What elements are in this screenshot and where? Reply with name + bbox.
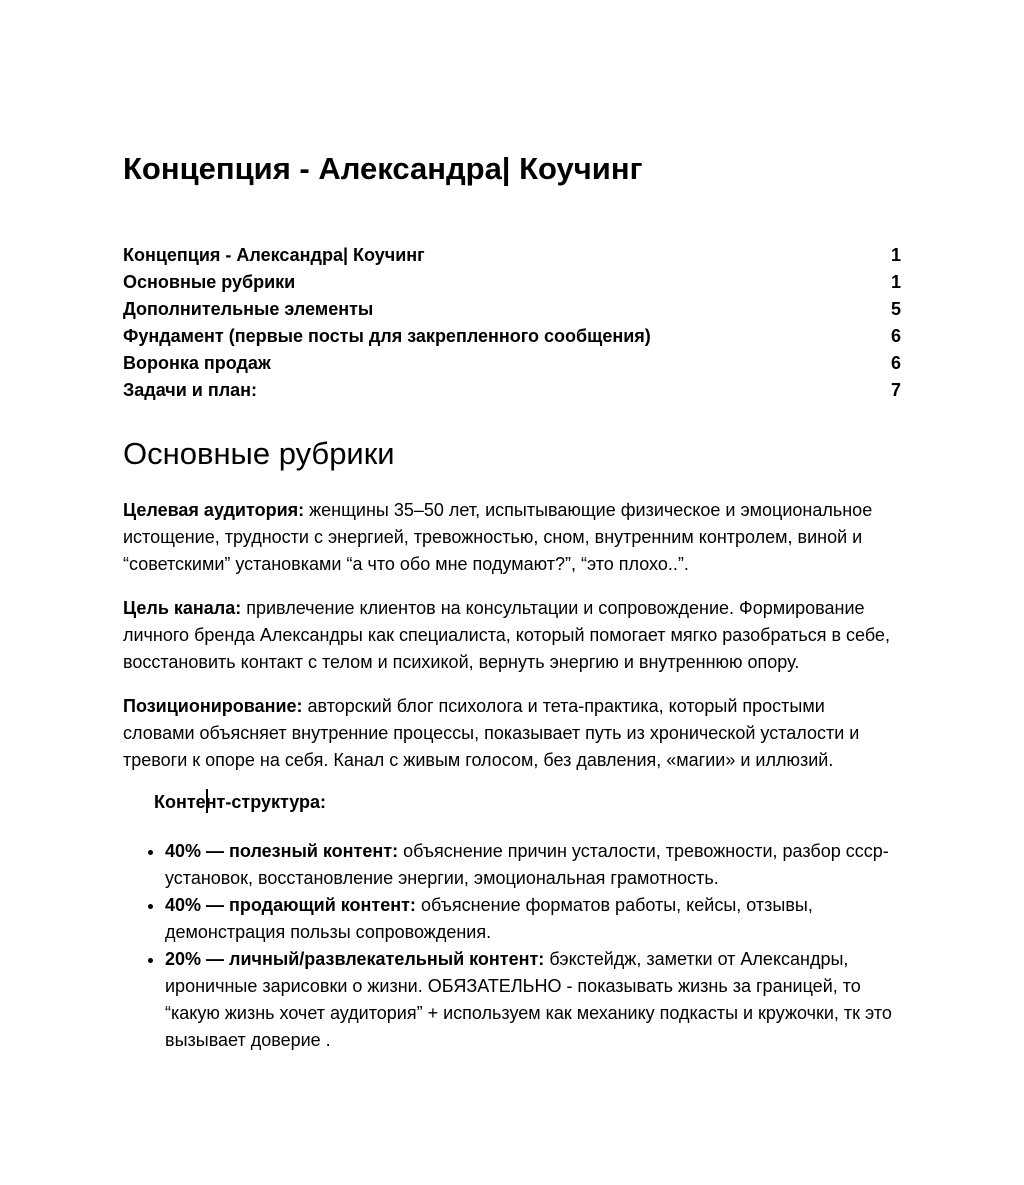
section-heading[interactable]: Основные рубрики (123, 436, 395, 471)
paragraph-lead: Позиционирование: (123, 696, 303, 716)
list-item-text: объяснение форматов работы, кейсы, отзывы, демонстрация пользы сопровождения. (165, 895, 813, 942)
toc-entry-page: 1 (890, 272, 901, 292)
paragraph-channel-goal[interactable] (123, 595, 901, 676)
toc-entry[interactable] (123, 323, 901, 350)
list-item-selling-content[interactable] (165, 892, 901, 946)
toc-entry-label: Фундамент (первые посты для закрепленного сообщения) (123, 326, 651, 346)
list-item-text: бэкстейдж, заметки от Александры, ироничные зарисовки о жизни. ОБЯЗАТЕЛЬНО - показывать жизнь за границей, то “какую жизнь хочет аудитория” + используем как механику подкасты и кружочки, тк это вызывает доверие . (165, 949, 892, 1050)
paragraph-text: авторский блог психолога и тета-практика, который простыми словами объясняет внутренние процессы, показывает путь из хронической усталости и тревоги к опоре на себя. Канал с живым голосом, без давления, «магии» и иллюзий. (123, 696, 860, 770)
list-item-lead: 40% — продающий контент: (165, 895, 416, 915)
toc-entry-label: Концепция - Александра| Коучинг (123, 245, 425, 265)
toc-entry[interactable] (123, 242, 901, 269)
list-item-personal-content[interactable] (165, 946, 901, 1054)
toc-entry-label: Основные рубрики (123, 272, 296, 292)
toc-entry[interactable] (123, 269, 901, 296)
toc-entry-label: Задачи и план: (123, 380, 258, 400)
list-item-lead: 40% — полезный контент: (165, 841, 399, 861)
paragraph-lead: Целевая аудитория: (123, 500, 305, 520)
toc-entry[interactable] (123, 377, 901, 404)
toc-entry-page: 5 (890, 299, 901, 319)
content-structure-text-after-cursor: нт-структура: (205, 792, 327, 812)
list-item-useful-content[interactable] (165, 838, 901, 892)
toc-entry-page: 1 (890, 245, 901, 265)
toc-entry[interactable] (123, 296, 901, 323)
content-structure-text-before-cursor: Конте (154, 792, 206, 812)
content-structure-label[interactable] (154, 789, 901, 816)
toc-entry-page: 6 (890, 326, 901, 346)
toc-entry-label: Дополнительные элементы (123, 299, 374, 319)
document-title[interactable]: Концепция - Александра| Коучинг (123, 151, 643, 186)
toc-entry-label: Воронка продаж (123, 353, 271, 373)
toc-entry-page: 6 (890, 353, 901, 373)
paragraph-target-audience[interactable] (123, 497, 901, 578)
toc-entry[interactable] (123, 350, 901, 377)
paragraph-positioning[interactable] (123, 693, 901, 774)
paragraph-lead: Цель канала: (123, 598, 242, 618)
paragraph-text: привлечение клиентов на консультации и сопровождение. Формирование личного бренда Александры как специалиста, который помогает мягко разобраться в себе, восстановить контакт с телом и психикой, вернуть энергию и внутреннюю опору. (123, 598, 890, 672)
list-item-text: объяснение причин усталости, тревожности, разбор ссср-установок, восстановление энергии, эмоциональная грамотность. (165, 841, 889, 888)
list-item-lead: 20% — личный/развлекательный контент: (165, 949, 545, 969)
content-structure-list (123, 838, 901, 1054)
paragraph-text: женщины 35–50 лет, испытывающие физическое и эмоциональное истощение, трудности с энергией, тревожностью, сном, внутренним контролем, виной и “советскими” установками “а что обо мне подумают?”, “это плохо..”. (123, 500, 873, 574)
table-of-contents (123, 242, 901, 404)
toc-entry-page: 7 (890, 380, 901, 400)
